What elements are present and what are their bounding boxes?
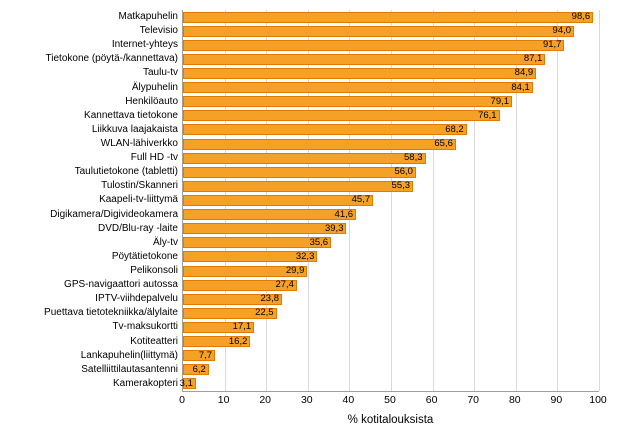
bar-row xyxy=(130,335,599,349)
x-tick-label: 30 xyxy=(300,394,313,406)
category-label: Lankapuhelin(liittymä) xyxy=(80,349,178,361)
bar xyxy=(183,223,346,234)
category-label: Kaapeli-tv-liittymä xyxy=(99,194,178,206)
x-tick-label: 90 xyxy=(550,394,563,406)
bar-row xyxy=(112,320,599,334)
bar-row xyxy=(81,363,599,377)
bar-value-label: 32,3 xyxy=(295,250,315,262)
bar-row xyxy=(100,137,599,151)
category-label: Full HD -tv xyxy=(130,152,178,164)
bar xyxy=(183,153,426,164)
bar-row xyxy=(44,306,599,320)
category-label: Internet-yhteys xyxy=(111,39,178,51)
bar-row xyxy=(95,292,599,306)
bar-value-label: 68,2 xyxy=(445,123,464,135)
category-label: DVD/Blu-ray -laite xyxy=(97,222,178,234)
bar-value-label: 87,1 xyxy=(523,53,543,65)
category-label: Digikamera/Digivideokamera xyxy=(50,208,178,220)
category-label: Tv-maksukortti xyxy=(112,321,178,333)
bar-row xyxy=(153,236,599,250)
bar-row xyxy=(80,349,599,363)
bar xyxy=(183,110,500,121)
bar-value-label: 41,6 xyxy=(334,208,354,220)
bar-row xyxy=(91,123,599,137)
category-label: Tulostin/Skanneri xyxy=(101,180,178,192)
category-label: Pöytätietokone xyxy=(111,250,178,262)
bar-row xyxy=(118,10,599,24)
category-label: Satelliittilautasantenni xyxy=(81,363,178,375)
x-axis-title: % kotitalouksista xyxy=(347,414,434,426)
bar-row xyxy=(101,179,599,193)
bar xyxy=(183,96,512,107)
bar-row xyxy=(130,264,599,278)
bar-row xyxy=(142,66,599,80)
x-tick-label: 50 xyxy=(384,394,396,406)
bar-value-label: 65,6 xyxy=(434,138,453,149)
x-tick-label: 10 xyxy=(217,394,230,406)
bar xyxy=(183,209,356,220)
bar-row xyxy=(130,151,599,165)
category-label: Älypuhelin xyxy=(131,81,178,93)
bar-value-label: 23,8 xyxy=(260,293,279,305)
bar xyxy=(183,40,564,51)
bar-value-label: 16,2 xyxy=(228,335,248,347)
plot-area xyxy=(44,10,599,392)
bar xyxy=(183,124,467,135)
bar-row xyxy=(45,52,599,66)
bar-value-label: 22,5 xyxy=(255,307,274,319)
x-tick-label: 60 xyxy=(425,394,438,406)
category-label: Puettava tietotekniikka/älylaite xyxy=(44,307,178,319)
bar-row xyxy=(125,95,599,109)
category-label: Kamerakopteri xyxy=(112,377,178,389)
bar-value-label: 27,4 xyxy=(275,279,294,291)
bar-value-label: 29,9 xyxy=(285,265,305,276)
bar xyxy=(183,54,545,65)
bar-value-label: 91,7 xyxy=(542,39,562,51)
x-tick-label: 20 xyxy=(259,394,272,406)
category-label: Taulutietokone (tabletti) xyxy=(74,166,178,178)
bar-value-label: 17,1 xyxy=(232,321,252,333)
bar xyxy=(183,195,373,206)
bar xyxy=(183,12,593,23)
category-label: GPS-navigaattori autossa xyxy=(64,279,178,291)
x-tick-label: 100 xyxy=(589,394,607,406)
category-label: Tietokone (pöytä-/kannettava) xyxy=(45,53,178,65)
bar-value-label: 84,1 xyxy=(511,81,530,93)
category-label: Pelikonsoli xyxy=(130,265,178,276)
bar-value-label: 94,0 xyxy=(552,25,572,37)
category-label: Kotiteatteri xyxy=(130,335,178,347)
bar xyxy=(183,26,574,37)
x-tick-label: 0 xyxy=(179,394,185,406)
category-label: Henkilöauto xyxy=(125,95,178,107)
bar-row xyxy=(84,109,599,123)
bar-value-label: 55,3 xyxy=(391,180,411,192)
bar xyxy=(183,139,456,150)
bar-value-label: 84,9 xyxy=(514,67,534,79)
category-label: WLAN-lähiverkko xyxy=(100,138,178,149)
category-label: Televisio xyxy=(139,25,178,37)
bar-row xyxy=(131,81,599,95)
bar-value-label: 76,1 xyxy=(478,109,497,121)
bar-value-label: 6,2 xyxy=(192,363,206,375)
bar-value-label: 7,7 xyxy=(198,349,213,361)
bar xyxy=(183,167,416,178)
category-label: Matkapuhelin xyxy=(118,11,178,22)
bar-row xyxy=(50,208,599,222)
category-label: Liikkuva laajakaista xyxy=(91,123,178,135)
bar-value-label: 98,6 xyxy=(571,11,591,22)
category-label: IPTV-viihdepalvelu xyxy=(95,293,178,305)
category-label: Kannettava tietokone xyxy=(84,109,178,121)
bar-rows xyxy=(44,10,599,391)
bar-row xyxy=(111,38,599,52)
x-tick-label: 70 xyxy=(467,394,480,406)
bar xyxy=(183,68,536,79)
category-label: Taulu-tv xyxy=(142,67,178,79)
bar-row xyxy=(97,222,599,236)
bar-row xyxy=(64,278,599,292)
bar-value-label: 56,0 xyxy=(394,166,413,178)
bar-value-label: 45,7 xyxy=(351,194,371,206)
bar-row xyxy=(74,165,599,179)
bar-row xyxy=(112,377,599,391)
bar xyxy=(183,181,413,192)
bar xyxy=(183,82,533,93)
bar-row xyxy=(111,250,599,264)
bar-value-label: 79,1 xyxy=(490,95,510,107)
bar-value-label: 35,6 xyxy=(309,236,329,248)
bar-value-label: 3,1 xyxy=(179,377,193,389)
x-tick-label: 80 xyxy=(508,394,521,406)
category-label: Äly-tv xyxy=(153,236,178,248)
bar-row xyxy=(139,24,599,38)
bar-value-label: 39,3 xyxy=(324,222,344,234)
bar-value-label: 58,3 xyxy=(404,152,423,164)
gridline xyxy=(599,10,600,391)
bar-row xyxy=(99,193,599,207)
x-tick-label: 40 xyxy=(342,394,355,406)
